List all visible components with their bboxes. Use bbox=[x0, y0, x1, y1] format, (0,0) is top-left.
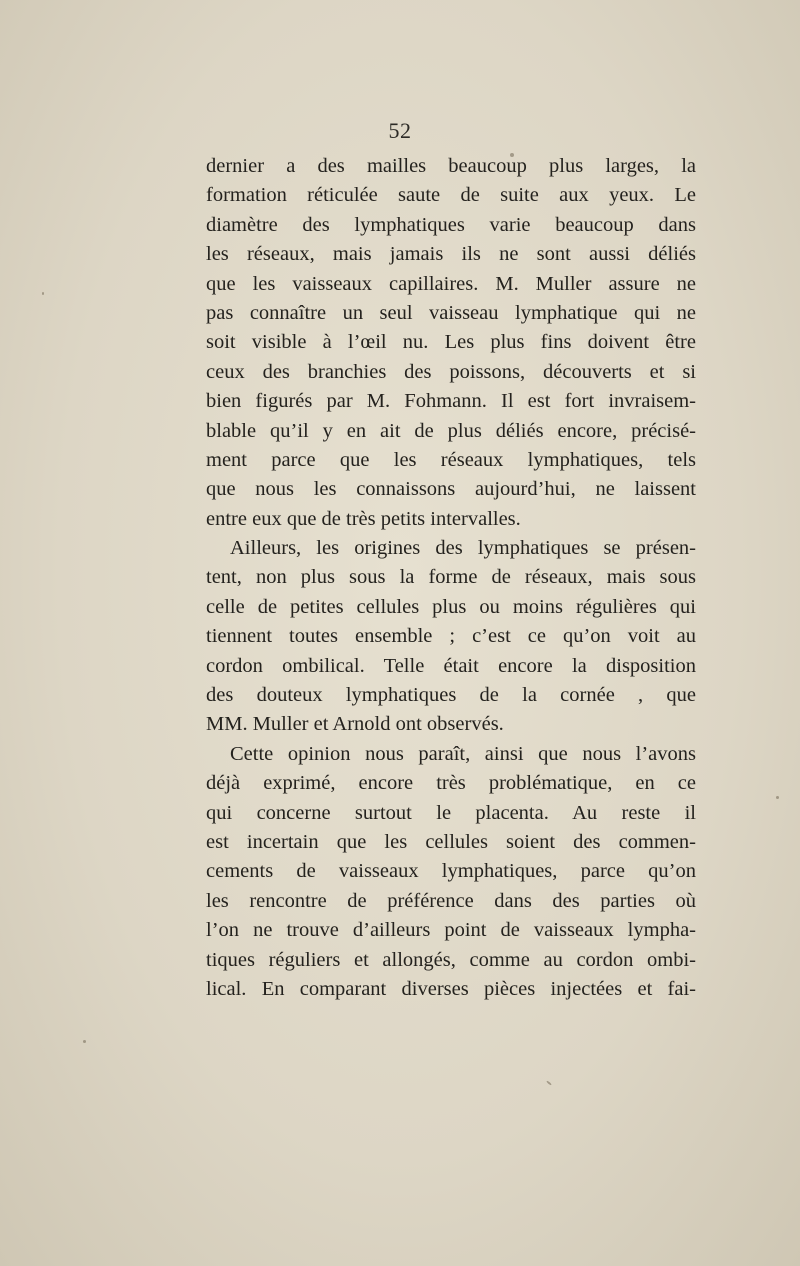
text-line: formation réticulée saute de suite aux yeux. Le bbox=[206, 184, 696, 207]
text-line: pas connaître un seul vaisseau lymphatique qui ne bbox=[206, 301, 696, 324]
text-line: déjà exprimé, encore très problématique, en ce bbox=[206, 772, 696, 795]
text-line: tent, non plus sous la forme de réseaux, mais sous bbox=[206, 566, 696, 589]
text-line: Ailleurs, les origines des lymphatiques se présen- bbox=[230, 537, 696, 560]
text-line: dernier a des mailles beaucoup plus larges, la bbox=[206, 155, 696, 177]
text-line: que les vaisseaux capillaires. M. Muller assure ne bbox=[206, 272, 696, 295]
text-line: Cette opinion nous paraît, ainsi que nous l’avons bbox=[230, 742, 696, 765]
text-line: ceux des branchies des poissons, découverts et si bbox=[206, 360, 696, 383]
paper-speck bbox=[42, 292, 44, 295]
text-line: tiennent toutes ensemble ; c’est ce qu’on voit au bbox=[206, 625, 696, 648]
text-line: des douteux lymphatiques de la cornée , que bbox=[206, 684, 696, 707]
text-line: cordon ombilical. Telle était encore la disposition bbox=[206, 654, 696, 677]
text-line: les réseaux, mais jamais ils ne sont aussi déliés bbox=[206, 243, 696, 266]
text-line: ment parce que les réseaux lymphatiques, tels bbox=[206, 448, 696, 471]
paper-speck bbox=[776, 796, 779, 799]
text-line: les rencontre de préférence dans des parties où bbox=[206, 889, 696, 912]
body-text bbox=[206, 152, 696, 1004]
text-line: bien figurés par M. Fohmann. Il est fort invraisem- bbox=[206, 390, 696, 413]
text-line: diamètre des lymphatiques varie beaucoup dans bbox=[206, 213, 696, 236]
text-line: cements de vaisseaux lymphatiques, parce qu’on bbox=[206, 860, 696, 883]
text-line: l’on ne trouve d’ailleurs point de vaisseaux lympha- bbox=[206, 919, 696, 942]
text-line: est incertain que les cellules soient des commen- bbox=[206, 830, 696, 853]
paper-speck bbox=[546, 1080, 552, 1085]
text-line: MM. Muller et Arnold ont observés. bbox=[206, 713, 504, 736]
paper-speck bbox=[83, 1040, 86, 1043]
text-line: que nous les connaissons aujourd’hui, ne laissent bbox=[206, 478, 696, 501]
text-line: tiques réguliers et allongés, comme au cordon ombi- bbox=[206, 948, 696, 971]
page-number: 52 bbox=[388, 118, 412, 143]
text-line: lical. En comparant diverses pièces injectées et fai- bbox=[206, 977, 696, 1000]
paragraph bbox=[206, 152, 696, 534]
text-line: soit visible à l’œil nu. Les plus fins doivent être bbox=[206, 331, 696, 354]
text-line: qui concerne surtout le placenta. Au reste il bbox=[206, 801, 696, 824]
text-line: entre eux que de très petits intervalles. bbox=[206, 507, 521, 530]
paragraph bbox=[206, 740, 696, 1005]
text-line: blable qu’il y en ait de plus déliés encore, précisé- bbox=[206, 419, 696, 442]
text-line: celle de petites cellules plus ou moins régulières qui bbox=[206, 595, 696, 618]
paragraph bbox=[206, 534, 696, 740]
